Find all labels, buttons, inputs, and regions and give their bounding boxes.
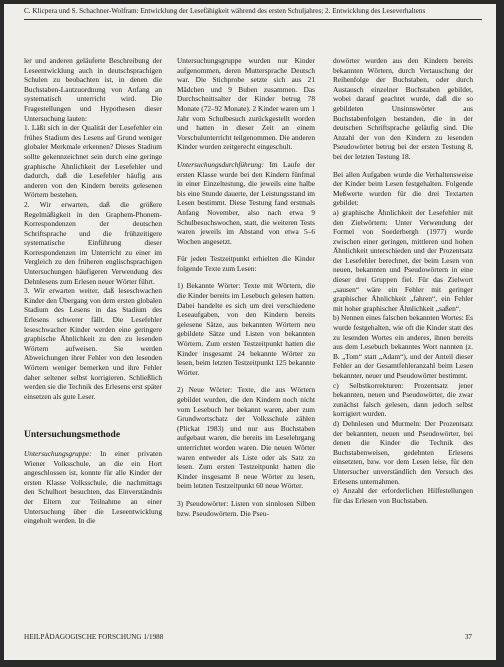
paragraph: a) graphische Ähnlichkeit der Lesefehler mit den Zielwörtern: Unter Verwendung der Formel von Soederbergh (1977) wurde zwischen einer geringen, mittleren und hohen Ähnlichkeit unterschieden und der Prozentsatz der Lesefehler berechnet, der beim Lesen von neuen, bekannten und Pseudowörtern in eine dieser drei Gruppen fiel. Für das Zielwort „sausen“ wäre ein Fehler mit geringer graphischer Ähnlichkeit „fahren“, ein Fehler mit hoher graphischer Ähnlichkeit „saßen“.: [333, 207, 473, 313]
section-heading: Untersuchungsmethode: [24, 430, 121, 441]
journal-page: [4, 4, 496, 660]
paragraph: 1) Bekannte Wörter: Texte mit Wörtern, die die Kinder bereits im Lesebuch gelesen hatten. Dabei handelte es sich um drei verschiedene Leseaufgaben, von den Kindern bereits gelesene Sätze, aus bekannten Wörtern neu gebildete Sätze und Listen von bekannten Wörtern. Zum ersten Testzeitpunkt hatten die Kinder insgesamt 24 bekannte Wörter zu lesen, beim letzten Testzeitpunkt 125 bekannte Wörter.: [177, 281, 315, 377]
paragraph: d) Dehnlesen und Murmeln: Der Prozentsatz der bekannten, neuen und Pseudowörter, bei denen die Kinder die Technik des Buchstabenweisen, gedehnten Erlesens einsetzten, bzw. vor dem Lesen leise, für den Untersucher unverständlich den Versuch des Erlesens unternahmen.: [333, 418, 473, 486]
column-middle: [177, 56, 315, 518]
paragraph-lead: Untersuchungsgruppe:: [24, 448, 92, 458]
paragraph-body: Im Laufe der ersten Klasse wurde bei den Kindern fünfmal in einer Einzeltestung, die jeweils eine halbe bis eine Stunde dauerte, der Leistungsstand im Lesen bestimmt. Diese Testung fand erstmals Anfang November, also nach etwa 9 Schulbesuchswochen, statt, die weiteren Tests waren jeweils im Abstand von etwa 5–6 Wochen angesetzt.: [177, 159, 315, 246]
paragraph: 3. Wir erwarten weiter, daß leseschwachen Kinder den Übergang von dem ersten globalen Stadium des Lesens in das Stadium des Erlesens schwerer fällt. Die Lesefehler leseschwacher Kinder werden eine geringere graphische Ähnlichkeit zu den zu lesenden Wörtern aufweisen. Sie werden Abweichungen ihrer Fehler von den lesenden Wörtern weniger bemerken und ihre Fehler daher seltener selbst korrigieren. Schließlich werden sie die Technik des Erlesens erst später einsetzen als gute Leser.: [24, 286, 162, 401]
paragraph: b) Nennen eines falschen bekannten Wortes: Es wurde festgehalten, wie oft die Kinder statt des zu lesenden Wortes ein anderes, ihnen bereits aus dem Lesebuch bekanntes Wort nannten (z. B. „Tom“ statt „Adam“), und der Anteil dieser Fehler an der Gesamtfehleranzahl beim Lesen bekannter, neuer und Pseudowörter bestimmt.: [333, 313, 473, 380]
column-left: [24, 56, 162, 526]
paragraph: Untersuchungsgruppe wurden nur Kinder aufgenommen, deren Muttersprache Deutsch war. Die Stichprobe setzte sich aus 21 Mädchen und 9 Buben zusammen. Das Durchschnittsalter der Kinder betrug 78 Monate (72–92 Monate). 2 Kinder waren um 1 Jahr vom Schulbesuch zurückgestellt worden und hatten in dieser Zeit an einem Vorschulunterricht teilgenommen. Die anderen Kinder wurden zeitgerecht eingeschult.: [177, 56, 315, 152]
paragraph: [24, 449, 162, 526]
column-right: [333, 56, 473, 505]
page-footer: [24, 632, 482, 642]
paragraph: 1. Läßt sich in der Qualität der Lesefehler ein frühes Stadium des Lesens auf Grund weniger globaler Merkmale erkennen? Dieses Stadium sollte gekennzeichnet sein durch eine geringe graphische Ähnlichkeit der Lesefehler und dadurch, daß die Lesefehler häufig aus anderen von den Kindern bereits gelesenen Wörtern bestehen.: [24, 123, 162, 200]
paragraph: dowörter wurden aus den Kindern bereits bekannten Wörtern, durch Vertauschung der Reihenfolge der Buchstaben, oder durch Austausch einzelner Buchstaben gebildet, wobei darauf geachtet wurde, daß die so gebildeten Unsinnswörter aus Buchstabenfolgen bestanden, die in der deutschen Schriftsprache geläufig sind. Die Anzahl der von den Kindern zu lesenden Pseudowörter betrug bei der ersten Testung 8, bei der letzten Testung 18.: [333, 56, 473, 161]
paragraph: 3) Pseudowörter: Listen von sinnlosen Silben bzw. Pseudowörtern. Die Pseu-: [177, 498, 315, 518]
paragraph: [177, 160, 315, 246]
paragraph: 2. Wir erwarten, daß die größere Regelmäßigkeit in den Graphem-Phonem-Korrespondenzen der deutschen Schriftsprache und die frühzeitigere systematische Einführung dieser Korrespondenzen im Unterricht zu einer im Vergleich zu den früheren englischsprachigen Untersuchungen häufigeren Verwendung des Dehnlesens zum Erlesen neuer Wörter führt.: [24, 199, 162, 286]
paragraph: Für jeden Testzeitpunkt erhielten die Kinder folgende Texte zum Lesen:: [177, 254, 315, 273]
paragraph: Bei allen Aufgaben wurde die Verhaltensweise der Kinder beim Lesen festgehalten. Folgende Meßwerte wurden für die drei Textarten gebildet:: [333, 169, 473, 208]
paragraph: 2) Neue Wörter: Texte, die aus Wörtern gebildet wurden, die den Kindern noch nicht vom Lesebuch her bekannt waren, aber zum Grundwortschatz der Volksschule zählen (Plickat 1983) und nur aus Buchstaben aufgebaut waren, die bereits im Leselehrgang unterrichtet worden waren. Die neuen Wörter waren entweder als Liste oder als Satz zu lesen. Zum ersten Testzeitpunkt hatten die Kinder insgesamt 8 neue Wörter zu lesen, beim letzten Testzeitpunkt 60 neue Wörter.: [177, 385, 315, 491]
journal-name: HEILPÄDAGOGISCHE FORSCHUNG 1/1988: [24, 633, 164, 641]
paragraph-body: In einer privaten Wiener Volksschule, an die ein Hort angeschlossen ist, konnte für alle Kinder der ersten Klasse Volksschule, die nachmittags den Schulhort besuchten, das Einverständnis der Eltern zur Teilnahme an einer Untersuchung über die Leseentwicklung eingeholt werden. In die: [24, 448, 162, 526]
running-header: C. Klicpera und S. Schachner-Wolfram: Entwicklung der Lesefähigkeit während des ersten Schuljahres; 2. Entwicklung des Leseverhaltens: [24, 6, 482, 20]
page-number: 37: [464, 633, 472, 641]
paragraph: e) Anzahl der erforderlichen Hilfestellungen für das Erlesen von Buchstaben.: [333, 486, 473, 505]
paragraph: c) Selbstkorrekturen: Prozentsatz jener bekannten, neuen und Pseudowörter, die zwar zunächst falsch gelesen, dann jedoch selbst korrigiert wurden.: [333, 380, 473, 419]
paragraph: ler und anderen geläuferte Beschreibung der Leseentwicklung auch in deutschsprachigen Schulen zu beobachten ist, in denen die Buchstaben-Lautzuordnung von Anfang an systematisch unterricht wird. Die Fragestellungen und Hypothesen dieser Untersuchung lauten:: [24, 56, 162, 123]
paragraph-lead: Untersuchungsdurchführung:: [177, 159, 265, 169]
